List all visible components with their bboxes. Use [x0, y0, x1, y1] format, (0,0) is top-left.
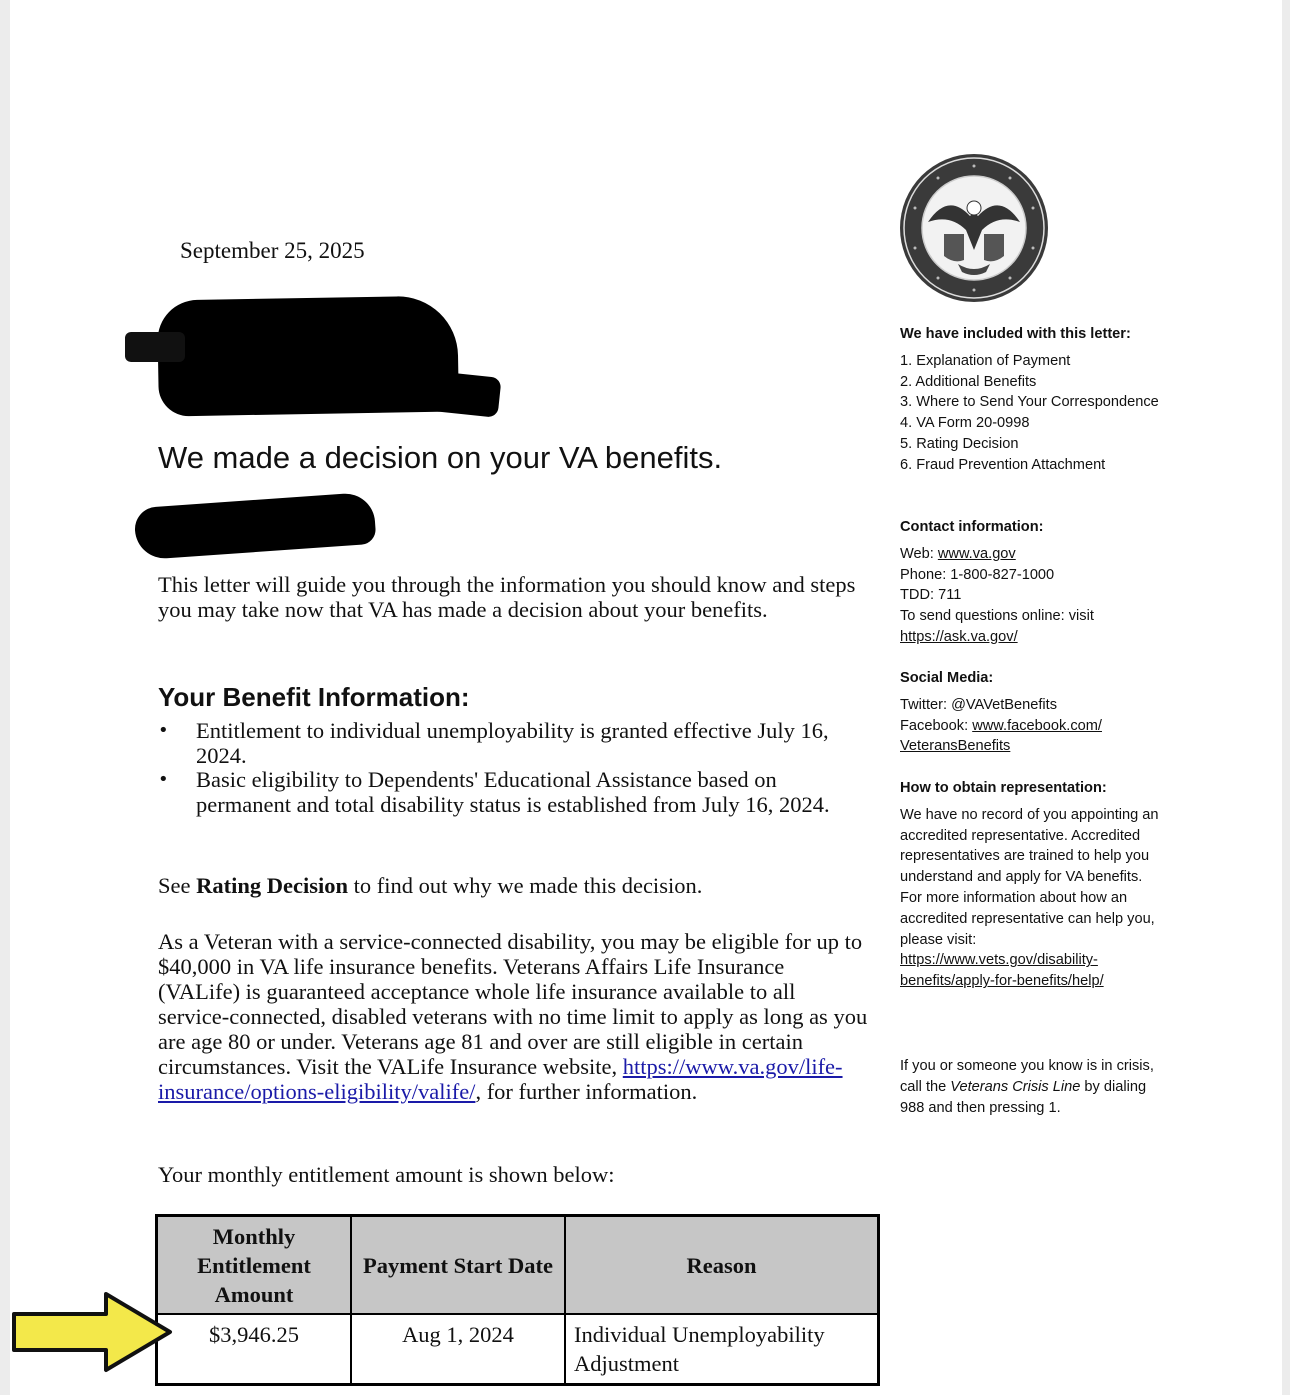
- list-item: 2. Additional Benefits: [900, 373, 1037, 390]
- list-item: 3. Where to Send Your Correspondence: [900, 394, 1159, 411]
- letter-page: [10, 0, 1282, 1395]
- list-item: 1. Explanation of Payment: [900, 352, 1071, 369]
- included-heading: We have included with this letter:: [900, 326, 1131, 342]
- header-reason: Reason: [565, 1216, 879, 1315]
- monthly-intro: Your monthly entitlement amount is shown below:: [158, 1162, 615, 1187]
- facebook-link[interactable]: www.facebook.com/ VeteransBenefits: [900, 717, 1102, 755]
- web-link[interactable]: www.va.gov: [937, 545, 1016, 562]
- list-item: 4. VA Form 20-0998: [900, 415, 1030, 432]
- ask-va-link[interactable]: https://ask.va.gov/: [900, 628, 1018, 645]
- letter-headline: We made a decision on your VA benefits.: [158, 440, 723, 475]
- intro-paragraph: This letter will guide you through the information you should know and steps you may take now that VA has made a decision about your benefits.: [158, 572, 856, 622]
- representation-text: We have no record of you appointing an accredited representative. Accredited representatives are trained to help you understand and apply for VA benefits. For more information about how an accredited representative can help you, please visit:: [900, 806, 1159, 948]
- contact-heading: Contact information:: [900, 519, 1044, 535]
- representation-heading: How to obtain representation:: [900, 780, 1107, 796]
- cell-start-date: Aug 1, 2024: [351, 1314, 565, 1385]
- life-insurance-paragraph: As a Veteran with a service-connected disability, you may be eligible for up to $40,000 in VA life insurance benefits. Veterans Affairs Life Insurance (VALife) is guaranteed acceptance whole life insurance available to all service-connected, disabled veterans with no time limit to apply as long as you are age 80 or under. Veterans age 81 and over are still eligible in certain circumstances. Visit the VALife Insurance website, https://www.va.gov/life-insurance/options-eligibility/valife/, for further information.: [158, 929, 868, 1104]
- list-item: 6. Fraud Prevention Attachment: [900, 456, 1106, 473]
- yellow-arrow-icon: [10, 1290, 175, 1374]
- table-header-row: [157, 1216, 879, 1315]
- facebook-line: Facebook: www.facebook.com/ VeteransBenefits: [900, 717, 1102, 755]
- crisis-line-italic: Veterans Crisis Line: [950, 1078, 1081, 1095]
- list-item: 5. Rating Decision: [900, 435, 1019, 452]
- redaction-address-left: [125, 332, 185, 362]
- letter-date: September 25, 2025: [180, 238, 365, 263]
- valife-link[interactable]: https://www.va.gov/life-insurance/options-eligibility/valife/: [158, 1054, 843, 1104]
- twitter-line: Twitter: @VAVetBenefits: [900, 696, 1058, 713]
- web-line: Web: www.va.gov: [900, 545, 1016, 562]
- table-row: [157, 1314, 879, 1385]
- included-section: [900, 324, 1190, 476]
- rating-decision-bold: Rating Decision: [196, 873, 348, 898]
- tdd-line: TDD: 711: [900, 587, 962, 604]
- benefit-item: • Basic eligibility to Dependents' Educational Assistance based on permanent and total disability status is established from July 16, 2024.: [158, 768, 870, 817]
- social-heading: Social Media:: [900, 670, 994, 686]
- representation-section: [900, 778, 1190, 992]
- header-start-date: Payment Start Date: [351, 1216, 565, 1315]
- crisis-line-note: If you or someone you know is in crisis, call the Veterans Crisis Line by dialing 988 and then pressing 1.: [900, 1058, 1154, 1116]
- cell-reason: Individual Unemployability Adjustment: [565, 1314, 879, 1385]
- redaction-salutation: [133, 492, 376, 561]
- contact-section: [900, 517, 1190, 648]
- cell-amount: $3,946.25: [157, 1314, 352, 1385]
- va-seal-icon: [898, 152, 1050, 304]
- representation-link[interactable]: https://www.vets.gov/disability-benefits/apply-for-benefits/help/: [900, 952, 1104, 990]
- social-section: [900, 668, 1190, 757]
- benefit-heading: Your Benefit Information:: [158, 682, 470, 712]
- included-list: [900, 351, 1190, 476]
- see-rating-paragraph: See Rating Decision to find out why we made this decision.: [158, 873, 703, 898]
- header-amount: Monthly Entitlement Amount: [157, 1216, 352, 1315]
- phone-line: Phone: 1-800-827-1000: [900, 566, 1055, 583]
- questions-line: To send questions online: visit: [900, 608, 1094, 625]
- entitlement-table: [155, 1214, 880, 1386]
- benefit-list: [158, 719, 870, 817]
- benefit-item: • Entitlement to individual unemployability is granted effective July 16, 2024.: [158, 719, 870, 768]
